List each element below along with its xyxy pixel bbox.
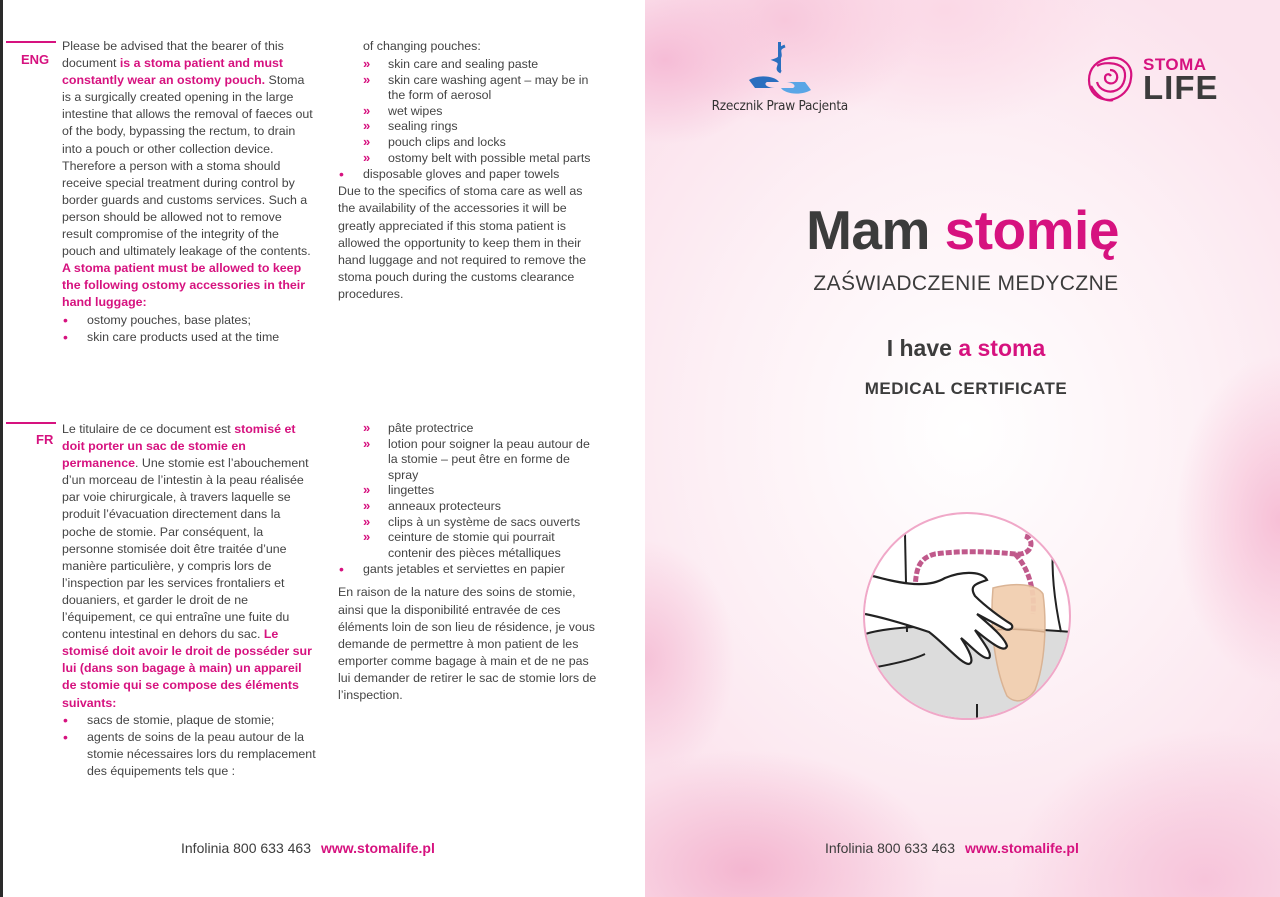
rose-icon	[1083, 52, 1137, 106]
title-english: I have a stoma	[886, 335, 1046, 361]
fr-sub-items	[363, 421, 598, 561]
fr-divider	[6, 422, 56, 424]
chevron-icon: »	[363, 102, 371, 118]
chevron-icon: »	[363, 118, 371, 134]
website-link[interactable]: www.stomalife.pl	[965, 840, 1079, 856]
list-item: » lingettes	[363, 482, 435, 498]
chevron-icon: »	[363, 134, 371, 150]
list-item: » ostomy belt with possible metal parts	[363, 149, 591, 165]
subtitle-english: MEDICAL CERTIFICATE	[864, 379, 1068, 398]
list-item: » clips à un système de sacs ouverts	[363, 513, 581, 529]
fr-column-2	[338, 420, 598, 704]
rzecznik-logo	[700, 40, 860, 115]
list-item: • agents de soins de la peau autour de la stomie nécessaires lors du remplacement des équipements tels que :	[62, 729, 316, 780]
fr-bullets	[62, 712, 316, 780]
eng-column-1	[62, 38, 314, 346]
list-item: » skin care and sealing paste	[363, 56, 539, 72]
rzecznik-name: Rzecznik Praw Pacjenta	[711, 98, 849, 114]
stomalife-line2: LIFE	[1143, 68, 1219, 106]
chevron-icon: »	[363, 529, 371, 545]
eng-column-2	[338, 38, 598, 303]
hotline-text: Infolinia 800 633 463	[181, 840, 311, 856]
list-item: » wet wipes	[363, 102, 443, 118]
list-item: • gants jetables et serviettes en papier	[338, 561, 598, 578]
fr-column-1	[62, 421, 316, 780]
subtitle-polish: ZAŚWIADCZENIE MEDYCZNE	[813, 272, 1119, 295]
title-polish: Mam stomię	[806, 199, 1119, 261]
fr-label: FR	[36, 432, 54, 447]
fr-closing: En raison de la nature des soins de stomie, ainsi que la disponibilité entravée de ces éléments loin de son lieu de résidence, je vous demande de permettre à mon patient de les emporter comme bagage à main et de ne pas lui demander de retirer le sac de stomie lors de l’inspection.	[338, 585, 597, 702]
chevron-icon: »	[363, 71, 371, 87]
chevron-icon: »	[363, 435, 371, 451]
stomalife-logo	[1083, 52, 1219, 106]
caduceus-hands-icon	[745, 40, 815, 96]
chevron-icon: »	[363, 420, 371, 435]
fr-last-bullet	[338, 561, 598, 578]
stoma-illustration-icon	[865, 514, 1071, 720]
chevron-icon: »	[363, 149, 371, 165]
list-item: » sealing rings	[363, 118, 458, 134]
list-item: » ceinture de stomie qui pourrait contenir des pièces métalliques	[363, 529, 561, 560]
chevron-icon: »	[363, 513, 371, 529]
list-item: • sacs de stomie, plaque de stomie;	[62, 712, 316, 729]
fr-intro: Le titulaire de ce document est stomisé et doit porter un sac de stomie en permanence. Une stomie est l’abouchement d’un morceau de l’intestin à la peau réalisée par voie chirurgicale, à travers laquelle se produit l’évacuation directement dans la poche de stomie. Par conséquent, la personne stomisée doit être traitée d’une manière particulière, y compris lors de l’inspection par les services frontaliers et douaniers, et garder le droit de ne l’équipement, ce qui entraîne une fuite du contenu intestinal en dehors du sac. Le stomisé doit avoir le droit de posséder sur lui (dans son bagage à main) un appareil de stomie qui se compose des éléments suivants:	[62, 422, 312, 710]
list-item: • disposable gloves and paper towels	[338, 166, 598, 183]
list-item: » lotion pour soigner la peau autour de la stomie – peut être en forme de spray	[363, 435, 590, 482]
eng-last-bullet	[338, 166, 598, 183]
list-item: » pouch clips and locks	[363, 134, 506, 150]
chevron-icon: »	[363, 497, 371, 513]
list-item: • skin care products used at the time	[62, 329, 314, 346]
list-item: » pâte protectrice	[363, 420, 474, 435]
website-link[interactable]: www.stomalife.pl	[321, 840, 435, 856]
list-item: » anneaux protecteurs	[363, 497, 501, 513]
eng-sub-items	[363, 57, 598, 166]
eng-bullets	[62, 312, 314, 346]
list-item: • ostomy pouches, base plates;	[62, 312, 314, 329]
right-footer	[825, 840, 1079, 856]
eng-continuation: of changing pouches:	[363, 39, 481, 53]
chevron-icon: »	[363, 482, 371, 498]
stomalife-line1: STOMA	[1143, 54, 1207, 74]
hotline-text: Infolinia 800 633 463	[825, 840, 955, 856]
chevron-icon: »	[363, 56, 371, 72]
left-footer	[181, 840, 435, 856]
eng-label: ENG	[21, 52, 50, 67]
right-page	[645, 0, 1280, 897]
eng-divider	[6, 41, 56, 43]
stoma-pouch-illustration	[863, 512, 1071, 720]
eng-intro: Please be advised that the bearer of this document is a stoma patient and must constantly wear an ostomy pouch. Stoma is a surgically created opening in the large intestine that allows the removal of faeces out of the body, bypassing the rectum, to drain into a pouch or other collection device. Therefore a person with a stoma should receive special treatment during control by border guards and customs services. Such a person should be allowed not to remove result compromise of the integrity of the pouch and ultimately leakage of the contents. A stoma patient must be allowed to keep the following ostomy accessories in their hand luggage:	[62, 39, 313, 310]
eng-closing: Due to the specifics of stoma care as well as the availability of the accessories it will be greatly appreciated if this stoma patient is allowed the opportunity to keep them in their hand luggage and not required to remove the stoma pouch during the customs clearance procedures.	[338, 184, 586, 301]
list-item: » skin care washing agent – may be in the form of aerosol	[363, 71, 589, 103]
